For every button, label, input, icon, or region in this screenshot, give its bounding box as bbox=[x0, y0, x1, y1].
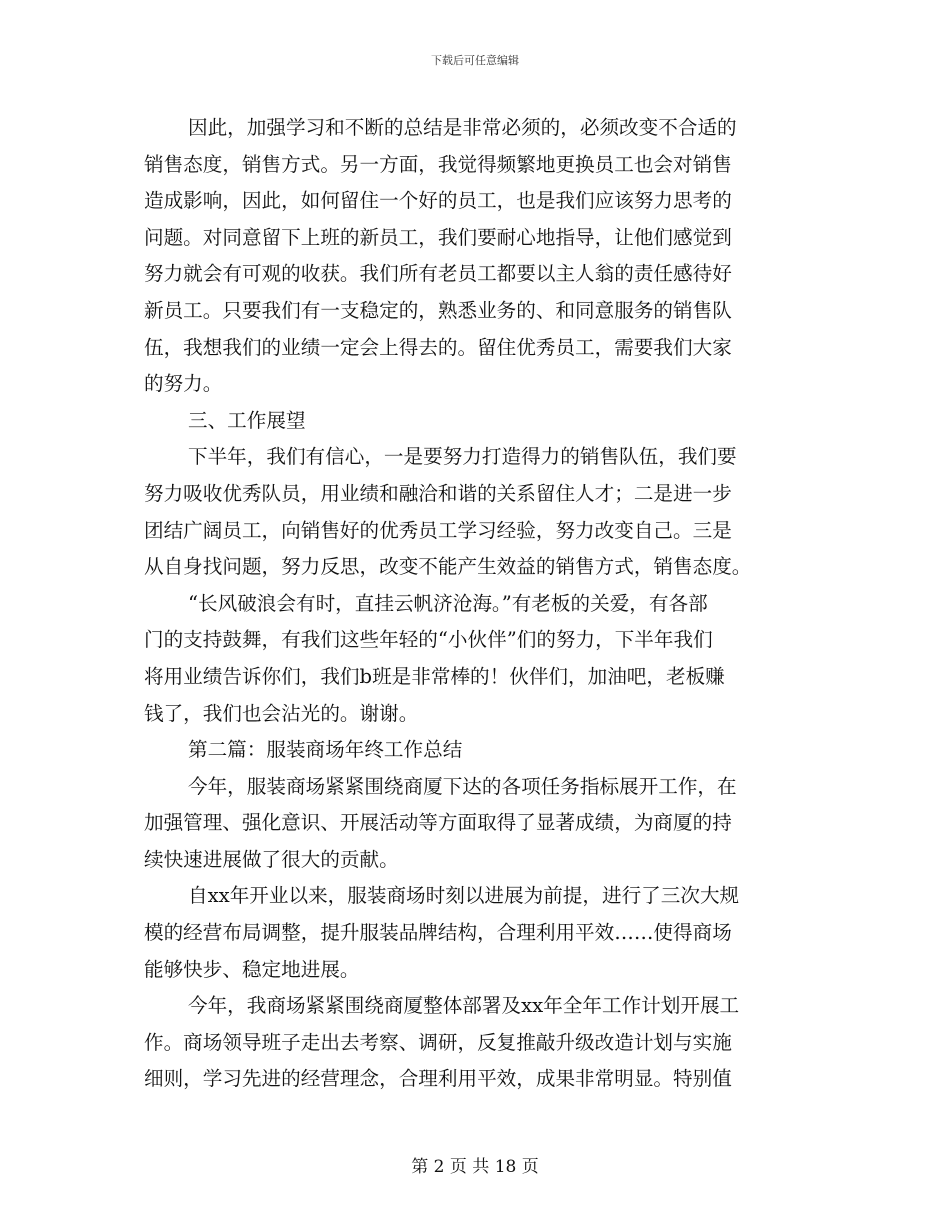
paragraph-line: 加强管理、强化意识、开展活动等方面取得了显著成绩，为商厦的持 bbox=[144, 811, 732, 835]
paragraph-line: 伍，我想我们的业绩一定会上得去的。留住优秀员工，需要我们大家 bbox=[144, 335, 732, 359]
page-number: 第 2 页 共 18 页 bbox=[411, 1157, 539, 1177]
paragraph-line: 今年，我商场紧紧围绕商厦整体部署及xx年全年工作计划开展工 bbox=[188, 994, 740, 1018]
paragraph-line: 从自身找问题，努力反思，改变不能产生效益的销售方式，销售态度。 bbox=[144, 555, 752, 579]
paragraph-line: 销售态度，销售方式。另一方面，我觉得频繁地更换员工也会对销售 bbox=[144, 152, 732, 176]
paragraph-line: 钱了，我们也会沾光的。谢谢。 bbox=[144, 701, 419, 725]
paragraph-line: 能够快步、稳定地进展。 bbox=[144, 957, 360, 981]
paragraph-line: 作。商场领导班子走出去考察、调研，反复推敲升级改造计划与实施 bbox=[144, 1030, 732, 1054]
paragraph-line: 门的支持鼓舞，有我们这些年轻的“小伙伴”们的努力，下半年我们 bbox=[144, 628, 713, 652]
paragraph-line: 团结广阔员工，向销售好的优秀员工学习经验，努力改变自己。三是 bbox=[144, 518, 732, 542]
paragraph-line: 问题。对同意留下上班的新员工，我们要耐心地指导，让他们感觉到 bbox=[144, 225, 732, 249]
paragraph-line: 因此，加强学习和不断的总结是非常必须的，必须改变不合适的 bbox=[188, 116, 737, 139]
paragraph-line: “长风破浪会有时，直挂云帆济沧海。”有老板的关爱，有各部 bbox=[188, 591, 708, 615]
paragraph-line: 下半年，我们有信心，一是要努力打造得力的销售队伍，我们要 bbox=[188, 445, 737, 469]
section-heading: 三、工作展望 bbox=[188, 408, 306, 432]
paragraph-line: 新员工。只要我们有一支稳定的，熟悉业务的、和同意服务的销售队 bbox=[144, 298, 732, 322]
paragraph-line: 的努力。 bbox=[144, 372, 223, 396]
paragraph-line: 细则，学习先进的经营理念，合理利用平效，成果非常明显。特别值 bbox=[144, 1067, 732, 1091]
paragraph-line: 今年，服装商场紧紧围绕商厦下达的各项任务指标展开工作，在 bbox=[188, 774, 737, 798]
paragraph-line: 努力吸收优秀队员，用业绩和融洽和谐的关系留住人才；二是进一步 bbox=[144, 481, 732, 505]
section-heading: 第二篇：服装商场年终工作总结 bbox=[188, 738, 463, 762]
paragraph-line: 续快速进展做了很大的贡献。 bbox=[144, 847, 399, 871]
document-body bbox=[144, 110, 800, 1098]
paragraph-line: 努力就会有可观的收获。我们所有老员工都要以主人翁的责任感待好 bbox=[144, 262, 732, 286]
paragraph-line: 自xx年开业以来，服装商场时刻以进展为前提，进行了三次大规 bbox=[188, 884, 740, 908]
header-note: 下载后可任意编辑 bbox=[431, 54, 519, 67]
paragraph-line: 模的经营布局调整，提升服装品牌结构，合理利用平效……使得商场 bbox=[144, 921, 732, 945]
paragraph-line: 将用业绩告诉你们，我们b班是非常棒的！伙伴们，加油吧，老板赚 bbox=[144, 664, 725, 688]
paragraph-line: 造成影响，因此，如何留住一个好的员工，也是我们应该努力思考的 bbox=[144, 189, 732, 213]
